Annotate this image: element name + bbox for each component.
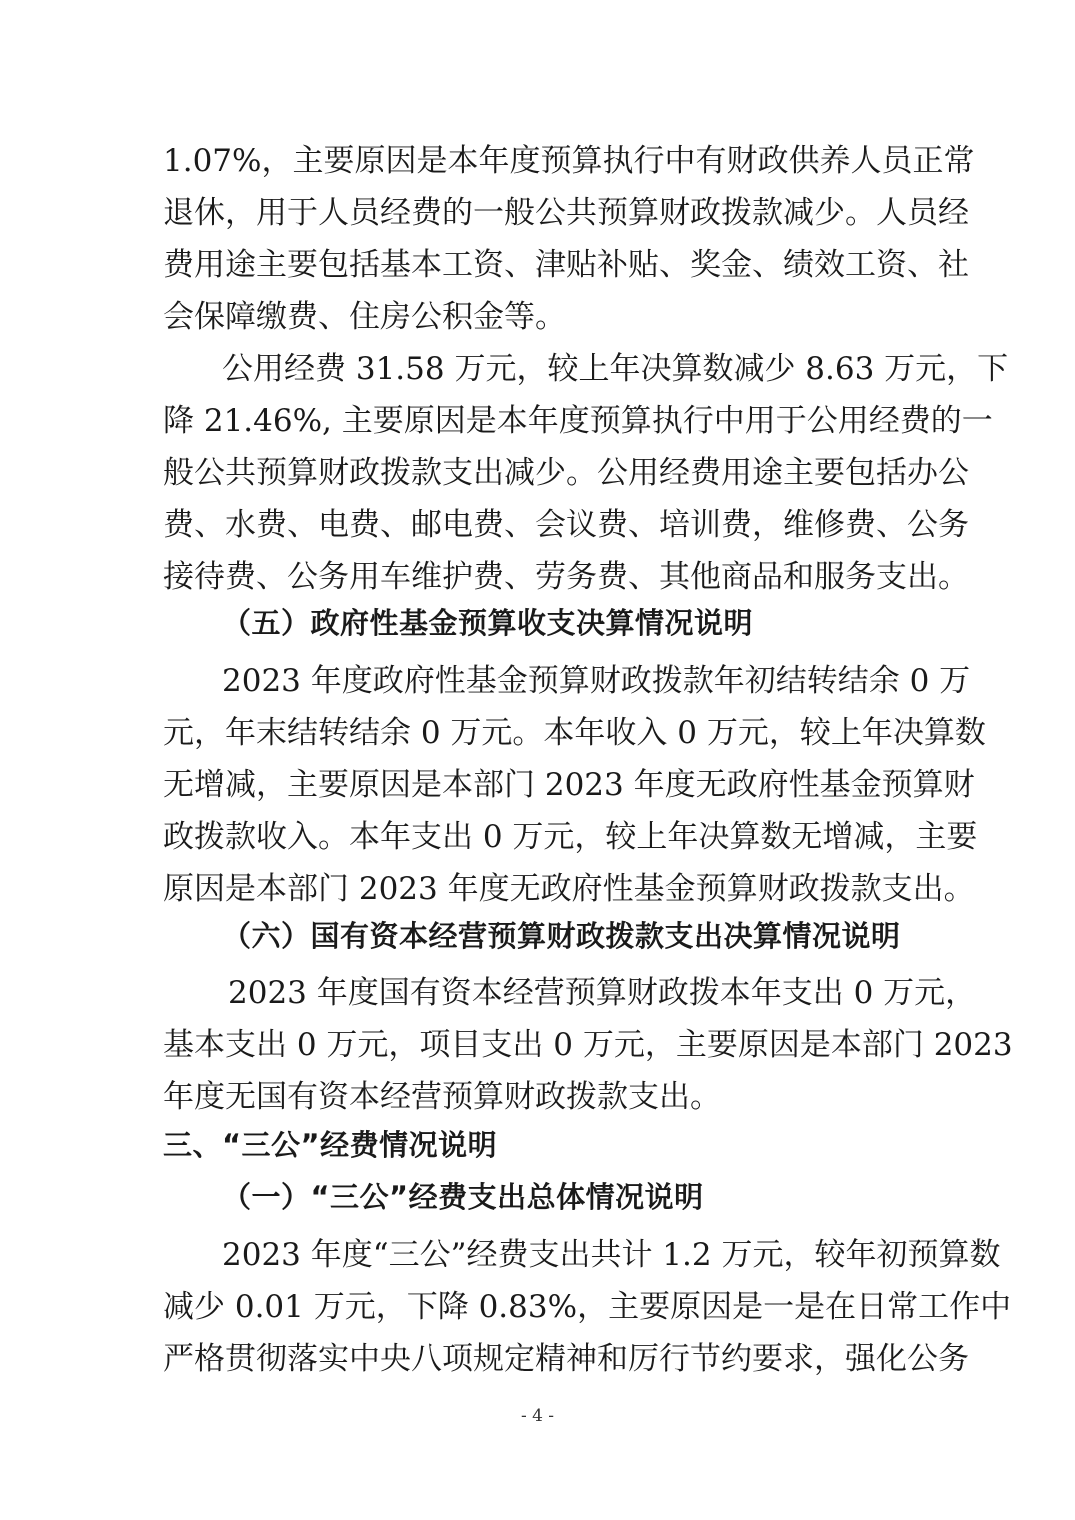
section-heading: （一）“三公”经费支出总体情况说明	[222, 1180, 704, 1214]
body-text-line: 降 21.46%, 主要原因是本年度预算执行中用于公用经费的一	[163, 403, 993, 439]
body-text-line: 无增减，主要原因是本部门 2023 年度无政府性基金预算财	[163, 767, 975, 803]
body-text-line: 年度无国有资本经营预算财政拨款支出。	[163, 1079, 721, 1115]
section-heading: （五）政府性基金预算收支决算情况说明	[222, 606, 754, 640]
body-text-line: 原因是本部门 2023 年度无政府性基金预算财政拨款支出。	[163, 871, 975, 907]
body-text-line: 公用经费 31.58 万元，较上年决算数减少 8.63 万元，下	[222, 351, 1009, 387]
body-text-line: 2023 年度“三公”经费支出共计 1.2 万元，较年初预算数	[222, 1237, 1001, 1273]
body-text-line: 会保障缴费、住房公积金等。	[163, 299, 566, 335]
body-text-line: 元，年末结转结余 0 万元。本年收入 0 万元，较上年决算数	[163, 715, 986, 751]
body-text-line: 基本支出 0 万元，项目支出 0 万元，主要原因是本部门 2023	[163, 1027, 1013, 1063]
body-text-line: 减少 0.01 万元，下降 0.83%，主要原因是一是在日常工作中	[163, 1289, 1012, 1325]
chapter-heading: 三、“三公”经费情况说明	[163, 1128, 498, 1162]
section-heading: （六）国有资本经营预算财政拨款支出决算情况说明	[222, 919, 901, 953]
body-text-line: 般公共预算财政拨款支出减少。公用经费用途主要包括办公	[163, 455, 969, 491]
page-number: - 4 -	[520, 1406, 555, 1426]
body-text-line: 2023 年度政府性基金预算财政拨款年初结转结余 0 万	[222, 663, 971, 699]
body-text-line: 严格贯彻落实中央八项规定精神和厉行节约要求，强化公务	[163, 1341, 969, 1377]
body-text-line: 费用途主要包括基本工资、津贴补贴、奖金、绩效工资、社	[163, 247, 969, 283]
body-text-line: 2023 年度国有资本经营预算财政拨本年支出 0 万元，	[228, 975, 977, 1011]
body-text-line: 1.07%，主要原因是本年度预算执行中有财政供养人员正常	[163, 143, 975, 179]
body-text-line: 费、水费、电费、邮电费、会议费、培训费，维修费、公务	[163, 507, 969, 543]
body-text-line: 退休，用于人员经费的一般公共预算财政拨款减少。人员经	[163, 195, 969, 231]
body-text-line: 接待费、公务用车维护费、劳务费、其他商品和服务支出。	[163, 559, 969, 595]
body-text-line: 政拨款收入。本年支出 0 万元，较上年决算数无增减，主要	[163, 819, 978, 855]
